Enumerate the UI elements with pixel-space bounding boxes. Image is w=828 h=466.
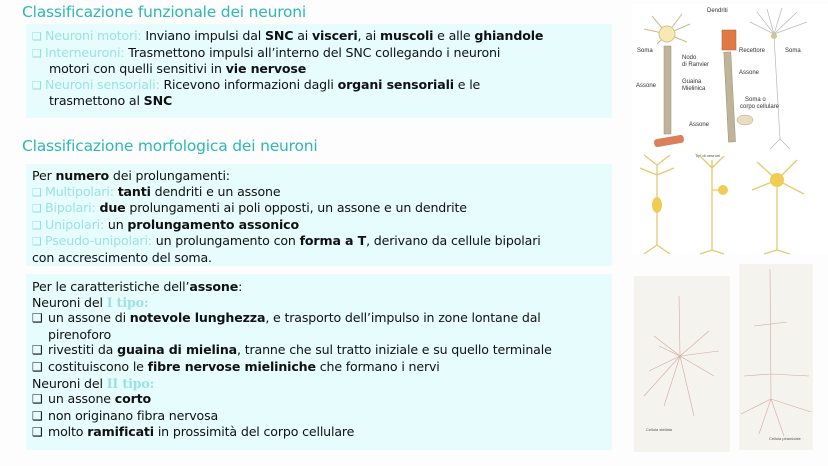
type2-label: II tipo: [106, 375, 155, 391]
type2-heading: Neuroni del II tipo: [32, 375, 155, 391]
intro-line: Per le caratteristiche dell’assone: [32, 279, 243, 294]
checkbox-bullet-icon: ❑ [32, 311, 43, 326]
svg-text:Recettore: Recettore [739, 48, 766, 54]
list-item: ❑ un assone corto [32, 391, 152, 407]
list-item-continuation: con accrescimento del soma. [32, 249, 212, 265]
checkbox-bullet-icon: ❑ [32, 359, 43, 374]
svg-text:Mielinica: Mielinica [682, 86, 706, 92]
intro-line: Per numero dei prolungamenti: [32, 168, 230, 183]
svg-text:Nodo: Nodo [682, 55, 697, 61]
item-label: Pseudo-unipolari: [45, 233, 152, 249]
morphological-classification-box [26, 164, 612, 266]
list-item: ❑ Pseudo-unipolari: un prolungamento con forma a T, derivano da cellule bipolari [32, 233, 541, 249]
checkbox-bullet-icon: ❑ [32, 408, 43, 423]
axon-classification-box [26, 274, 612, 450]
list-item: ❑ non originano fibra nervosa [32, 407, 219, 423]
item-label: Bipolari: [45, 200, 96, 216]
checkbox-bullet-icon: ❑ [32, 218, 42, 232]
checkbox-bullet-icon: ❑ [32, 46, 42, 60]
list-item: ❑ Neuroni sensoriali: Ricevono informazioni dagli organi sensoriali e le [32, 76, 481, 92]
functional-classification-box [26, 24, 612, 118]
neuron-types-figure [632, 150, 828, 255]
type1-heading: Neuroni del I tipo: [32, 294, 149, 310]
list-item-continuation: pirenoforo [48, 326, 112, 342]
list-item: ❑ molto ramificati in prossimità del corpo cellulare [32, 424, 355, 440]
neuron-anatomy-figure [632, 4, 828, 152]
list-item-continuation: motori con quelli sensitivi in vie nervose [49, 61, 307, 77]
list-item: ❑ Interneuroni: Trasmettono impulsi all’interno del SNC collegando i neuroni [32, 44, 501, 60]
type1-label: I tipo: [106, 294, 149, 310]
list-item: ❑ Neuroni motori: Inviano impulsi dal SNC ai visceri, ai muscoli e alle ghiandole [32, 28, 544, 43]
list-item: ❑ rivestiti da guaina di mielina, tranne che sul tratto iniziale e su quello terminale [32, 342, 552, 358]
list-item: ❑ costituiscono le fibre nervose mieliniche che formano i nervi [32, 358, 440, 374]
item-label: Neuroni sensoriali: [45, 76, 160, 92]
svg-text:Soma: Soma [785, 48, 801, 54]
list-item: ❑ Unipolari: un prolungamento assonico [32, 216, 299, 232]
svg-text:Assone: Assone [636, 83, 657, 89]
checkbox-bullet-icon: ❑ [32, 185, 42, 199]
checkbox-bullet-icon: ❑ [32, 425, 43, 440]
item-label: Multipolari: [45, 183, 114, 199]
list-item: ❑ Multipolari: tanti dendriti e un assone [32, 183, 281, 199]
svg-text:Assone: Assone [689, 122, 710, 128]
checkbox-bullet-icon: ❑ [32, 392, 43, 407]
list-item: ❑ Bipolari: due prolungamenti ai poli opposti, un assone e un dendrite [32, 200, 467, 216]
svg-text:Cellula piramidale: Cellula piramidale [769, 436, 801, 441]
svg-text:Soma: Soma [637, 48, 653, 54]
item-label: Interneuroni: [45, 44, 125, 60]
section-title-morphological: Classificazione morfologica dei neuroni [22, 137, 318, 155]
checkbox-bullet-icon: ❑ [32, 235, 42, 249]
checkbox-bullet-icon: ❑ [32, 30, 42, 43]
svg-text:Cellula stellata: Cellula stellata [646, 427, 673, 432]
pyramidal-cell-figure [739, 264, 813, 450]
svg-text:Dendriti: Dendriti [707, 8, 728, 14]
svg-text:corpo cellulare: corpo cellulare [740, 104, 780, 110]
item-label: Unipolari: [45, 216, 105, 232]
section-title-functional: Classificazione funzionale dei neuroni [22, 3, 307, 21]
checkbox-bullet-icon: ❑ [32, 202, 42, 216]
svg-text:Tipi di neuroni: Tipi di neuroni [695, 153, 720, 158]
checkbox-bullet-icon: ❑ [32, 343, 43, 358]
svg-text:di Ranvier: di Ranvier [682, 62, 710, 68]
svg-text:Assone: Assone [739, 70, 760, 76]
svg-text:Soma o: Soma o [745, 97, 766, 103]
item-label: Neuroni motori: [45, 28, 142, 43]
stellate-cell-figure [634, 276, 730, 452]
list-item: ❑ un assone di notevole lunghezza, e trasporto dell’impulso in zone lontane dal [32, 310, 541, 326]
list-item-continuation: trasmettono al SNC [49, 93, 173, 109]
svg-text:Guaina: Guaina [682, 79, 702, 85]
checkbox-bullet-icon: ❑ [32, 78, 42, 92]
